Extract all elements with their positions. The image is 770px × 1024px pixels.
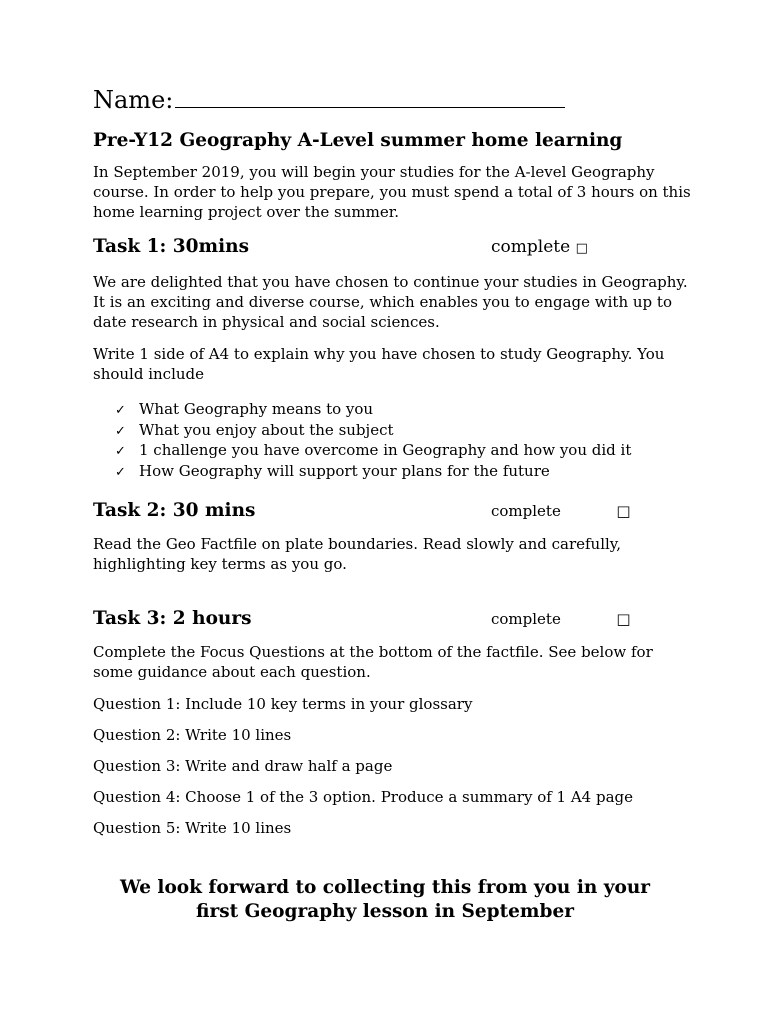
task-2-complete — [491, 498, 631, 524]
task-1-title: Task 1: 30mins — [93, 236, 250, 257]
closing-line-1: We look forward to collecting this from you in your — [119, 877, 651, 898]
tick-icon: ✓ — [115, 403, 126, 418]
name-field-row — [93, 82, 693, 118]
closing-line-2: first Geography lesson in September — [196, 901, 574, 922]
list-item-text: 1 challenge you have overcome in Geography and how you did it — [139, 441, 632, 459]
tick-icon: ✓ — [115, 444, 126, 459]
list-item — [115, 441, 693, 462]
task-1-complete — [491, 234, 588, 262]
list-item — [115, 421, 693, 442]
list-item-text: What you enjoy about the subject — [139, 420, 394, 439]
document-title: Pre-Y12 Geography A-Level summer home learning — [93, 130, 623, 151]
task-2-complete-label: complete — [491, 502, 561, 520]
list-item — [115, 400, 693, 421]
list-item-text: What Geography means to you — [139, 400, 374, 418]
task-1-checklist — [115, 400, 693, 482]
task-3-header — [93, 606, 693, 632]
task-1-checkbox-icon: □ — [575, 241, 588, 256]
name-blank-line — [175, 85, 565, 108]
task-3-paragraph: Complete the Focus Questions at the bottom of the factfile. See below for some guidance about each question. — [93, 643, 653, 681]
list-item — [115, 462, 693, 483]
question-1: Question 1: Include 10 key terms in your glossary — [93, 695, 473, 713]
tick-icon: ✓ — [115, 423, 126, 439]
question-5: Question 5: Write 10 lines — [93, 819, 292, 837]
task-3-complete-label: complete — [491, 610, 561, 628]
question-4: Question 4: Choose 1 of the 3 option. Produce a summary of 1 A4 page — [93, 788, 634, 806]
task-2-title: Task 2: 30 mins — [93, 500, 256, 521]
task-1-paragraph-1: We are delighted that you have chosen to continue your studies in Geography. It is an exciting and diverse course, which enables you to engage with up to date research in physical and social sciences. — [93, 273, 688, 331]
task-3-complete — [491, 606, 631, 632]
task-3-title: Task 3: 2 hours — [93, 608, 252, 629]
question-3: Question 3: Write and draw half a page — [93, 757, 393, 775]
task-2-paragraph: Read the Geo Factfile on plate boundaries. Read slowly and carefully, highlighting key terms as you go. — [93, 535, 622, 573]
tick-icon: ✓ — [115, 464, 126, 480]
name-label: Name: — [93, 86, 174, 114]
question-2: Question 2: Write 10 lines — [93, 726, 292, 744]
task-3-checkbox-icon: □ — [616, 610, 631, 628]
intro-paragraph: In September 2019, you will begin your studies for the A-level Geography course. In order to help you prepare, you must spend a total of 3 hours on this home learning project over the summer. — [93, 163, 691, 221]
task-2-checkbox-icon: □ — [616, 502, 631, 520]
task-1-complete-label: complete — [491, 237, 571, 257]
task-1-paragraph-2: Write 1 side of A4 to explain why you have chosen to study Geography. You should include — [93, 345, 665, 383]
closing-message — [0, 876, 770, 924]
list-item-text: How Geography will support your plans for the future — [139, 461, 550, 480]
task-1-header — [93, 234, 693, 262]
task-2-header — [93, 498, 693, 524]
document-page — [93, 82, 693, 849]
